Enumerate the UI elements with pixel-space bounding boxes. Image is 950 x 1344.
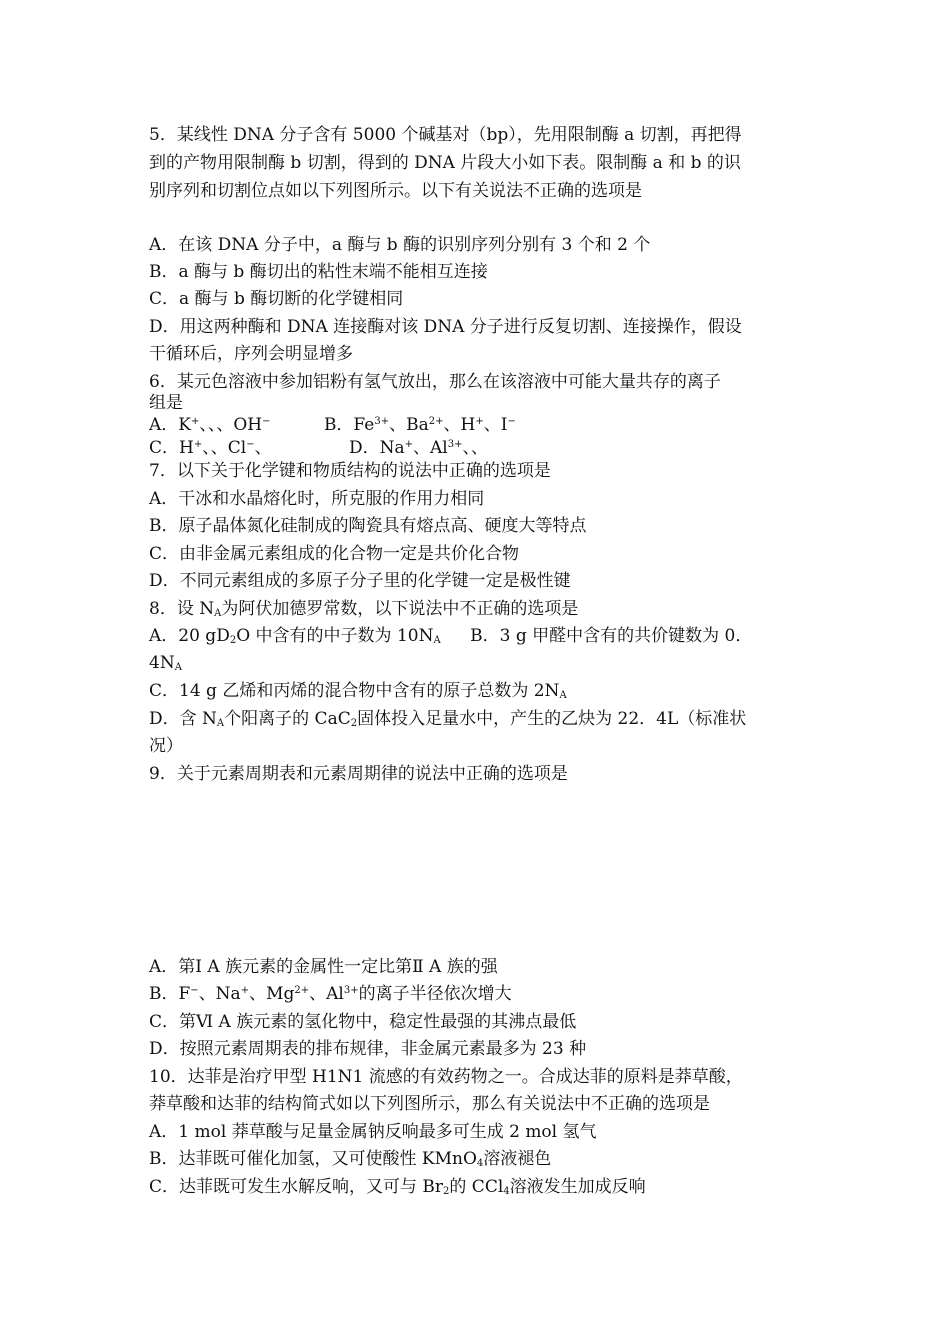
q7-option-b: B．原子晶体氮化硅制成的陶瓷具有熔点高、硬度大等特点 [149,516,587,536]
q8-option-b: B．3 g 甲醛中含有的共价键数为 0． [470,626,753,646]
q10-option-a: A．1 mol 莽草酸与足量金属钠反响最多可生成 2 mol 氢气 [149,1122,597,1142]
q5-option-a: A．在该 DNA 分子中，a 酶与 b 酶的识别序列分别有 3 个和 2 个 [149,235,651,255]
q6-stem-line-2: 组是 [149,393,183,413]
q6-option-a: A．K+、、、OH− [149,415,271,435]
q9-option-d: D．按照元素周期表的排布规律，非金属元素最多为 23 种 [149,1039,587,1059]
q6-options-cd [149,437,809,459]
q6-option-b: B．$Fe^{3+}$、$Ba^{2+}$、H+、I− [323,415,516,435]
q8-option-d-line-1: D．含 $N_A$个阳离子的 CaC$_2$固体投入足量水中，产生的乙炔为 22．4L（标准状 [149,709,747,729]
q5-option-d-line-2: 干循环后，序列会明显增多 [149,344,353,364]
q6-option-d: D．Na+、$Al^{3+}$、、 [348,438,488,458]
q5-option-d-line-1: D．用这两种酶和 DNA 连接酶对该 DNA 分子进行反复切割、连接操作，假设 [149,317,742,337]
q5-stem-line-1: 5．某线性 DNA 分子含有 5000 个碱基对（bp），先用限制酶 a 切割，再把得 [149,125,742,145]
q7-option-c: C．由非金属元素组成的化合物一定是共价化合物 [149,544,520,564]
q5-option-c: C．a 酶与 b 酶切断的化学键相同 [149,289,404,309]
q8-option-c: C．14 g 乙烯和丙烯的混合物中含有的原子总数为 $2N_A$ [149,681,567,701]
q8-options-ab [149,625,809,647]
q6-stem-line-1: 6．某元色溶液中参加铝粉有氢气放出，那么在该溶液中可能大量共存的离子 [149,372,721,392]
q8-option-b-line-2: $4N_A$ [149,653,182,673]
q6-options-ab [149,414,809,436]
q10-option-c: C．达菲既可发生水解反响，又可与 $Br_2$的 CCl$_4$溶液发生加成反响 [149,1177,646,1197]
q7-stem: 7．以下关于化学键和物质结构的说法中正确的选项是 [149,461,551,481]
q9-option-c: C．第Ⅵ A 族元素的氢化物中，稳定性最强的其沸点最低 [149,1012,577,1032]
q5-stem-line-3: 别序列和切割位点如以下列图所示。以下有关说法不正确的选项是 [149,181,642,201]
q10-stem-line-1: 10．达菲是治疗甲型 H1N1 流感的有效药物之一。合成达菲的原料是莽草酸， [149,1067,743,1087]
q9-option-a: A．第Ⅰ A 族元素的金属性一定比第Ⅱ A 族的强 [149,957,498,977]
q9-stem: 9．关于元素周期表和元素周期律的说法中正确的选项是 [149,764,568,784]
q6-option-c: C．H+、、Cl−、 [149,438,272,458]
q8-option-a: A．20 $gD_2O$ 中含有的中子数为 $10N_A$ [149,626,441,646]
q10-stem-line-2: 莽草酸和达菲的结构简式如以下列图所示，那么有关说法中不正确的选项是 [149,1094,710,1114]
q9-option-b: B．F−、Na+、$Mg^{2+}$、$Al^{3+}$的离子半径依次增大 [149,984,512,1004]
q7-option-a: A．干冰和水晶熔化时，所克服的作用力相同 [149,489,485,509]
q8-stem: 8．设 $N_A$为阿伏加德罗常数，以下说法中不正确的选项是 [149,599,579,619]
q7-option-d: D．不同元素组成的多原子分子里的化学键一定是极性键 [149,571,571,591]
q5-stem-line-2: 到的产物用限制酶 b 切割，得到的 DNA 片段大小如下表。限制酶 a 和 b 的识 [149,153,741,173]
q5-option-b: B．a 酶与 b 酶切出的粘性末端不能相互连接 [149,262,488,282]
q8-option-d-line-2: 况） [149,736,183,756]
q10-option-b: B．达菲既可催化加氢，又可使酸性 KMnO$_4$溶液褪色 [149,1149,552,1169]
